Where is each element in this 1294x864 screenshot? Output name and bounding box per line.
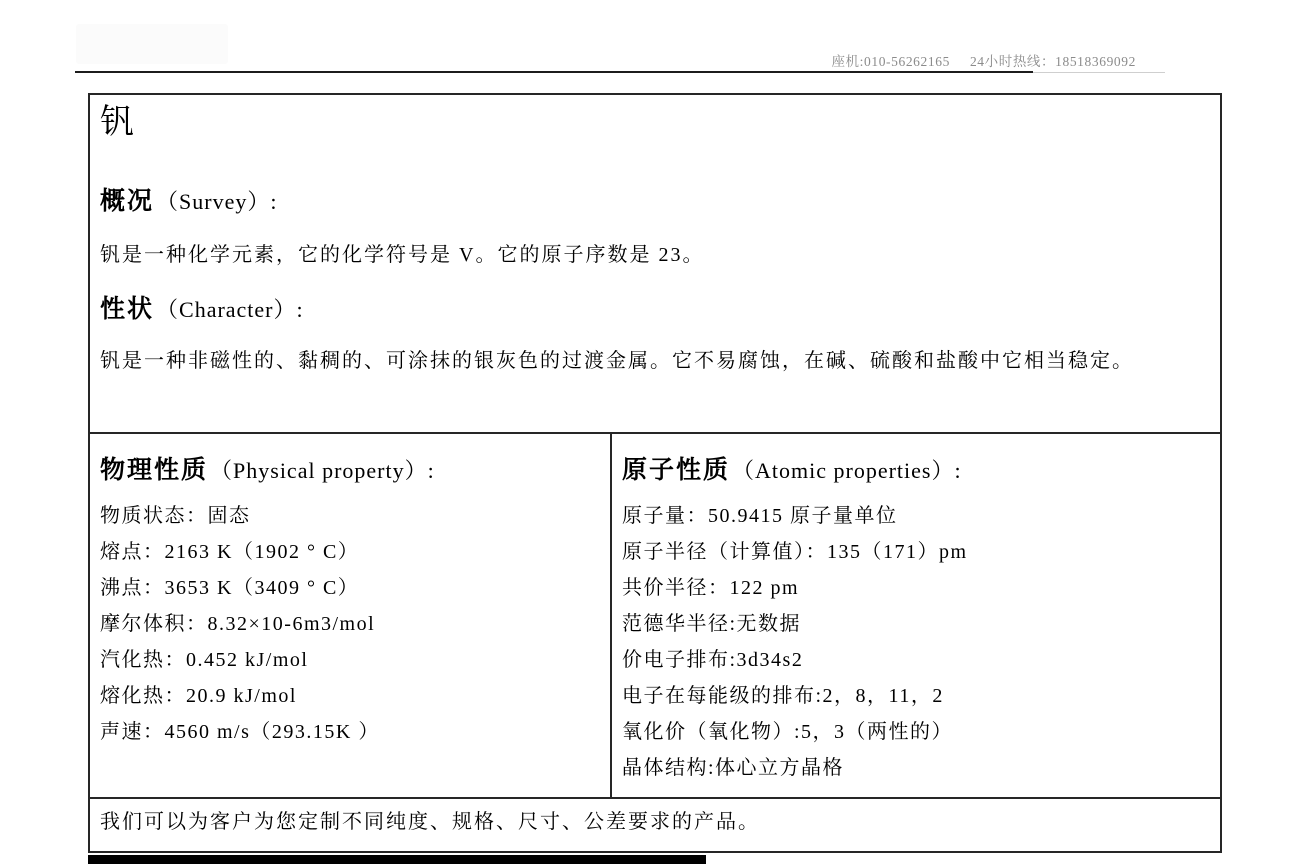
physical-heading-zh: 物理性质 <box>100 456 209 484</box>
atomic-property-line: 原子半径（计算值）：135（171）pm <box>622 541 968 563</box>
footer-bar <box>88 855 706 864</box>
physical-heading <box>100 450 435 486</box>
physical-property-line: 物质状态：固态 <box>100 505 251 527</box>
logo-image <box>76 24 228 64</box>
survey-body: 钒是一种化学元素，它的化学符号是 V。它的原子序数是 23。 <box>100 244 705 266</box>
physical-property-list <box>100 498 606 750</box>
physical-property-line: 熔点：2163 K（1902 ° C） <box>100 541 360 563</box>
atomic-properties-column <box>612 434 1220 797</box>
atomic-property-line: 电子在每能级的排布:2，8，11，2 <box>622 685 944 707</box>
survey-heading-zh: 概况 <box>100 187 155 215</box>
character-body: 钒是一种非磁性的、黏稠的、可涂抹的银灰色的过渡金属。它不易腐蚀，在碱、硫酸和盐酸中它相当稳定。 <box>100 350 1134 372</box>
physical-property-line: 熔化热：20.9 kJ/mol <box>100 685 297 707</box>
page-title: 钒 <box>100 104 136 141</box>
atomic-property-list <box>622 498 1216 786</box>
physical-properties-column <box>90 434 610 797</box>
atomic-property-line: 范德华半径:无数据 <box>622 613 802 635</box>
physical-property-line: 沸点：3653 K（3409 ° C） <box>100 577 360 599</box>
atomic-property-line: 价电子排布:3d34s2 <box>622 649 804 671</box>
content-table <box>88 93 1222 853</box>
physical-property-line: 汽化热：0.452 kJ/mol <box>100 649 309 671</box>
character-heading-zh: 性状 <box>100 295 155 323</box>
character-heading-en: （Character）: <box>156 297 304 322</box>
atomic-property-line: 晶体结构:体心立方晶格 <box>622 757 845 779</box>
hotline-label: 24小时热线：18518369092 <box>969 54 1136 69</box>
atomic-heading <box>622 450 962 486</box>
physical-heading-en: （Physical property）: <box>210 458 435 483</box>
header-underline <box>75 71 1033 73</box>
atomic-property-line: 共价半径：122 pm <box>622 577 800 599</box>
atomic-property-line: 原子量：50.9415 原子量单位 <box>622 505 898 527</box>
properties-columns <box>90 434 1220 797</box>
header-underline-light <box>1033 72 1165 73</box>
atomic-heading-zh: 原子性质 <box>622 456 731 484</box>
atomic-property-line: 氧化价（氧化物）:5，3（两性的） <box>622 721 954 743</box>
survey-heading <box>100 181 277 217</box>
survey-heading-en: （Survey）: <box>156 189 278 214</box>
custom-order-note: 我们可以为客户为您定制不同纯度、规格、尺寸、公差要求的产品。 <box>100 811 760 833</box>
phone-label: 座机:010-56262165 <box>831 54 950 69</box>
character-heading <box>100 289 304 325</box>
section-divider-bottom <box>90 797 1220 799</box>
atomic-heading-en: （Atomic properties）: <box>732 458 962 483</box>
physical-property-line: 声速：4560 m/s（293.15K ） <box>100 721 380 743</box>
header-contact <box>831 50 1136 70</box>
physical-property-line: 摩尔体积：8.32×10-6m3/mol <box>100 613 376 635</box>
